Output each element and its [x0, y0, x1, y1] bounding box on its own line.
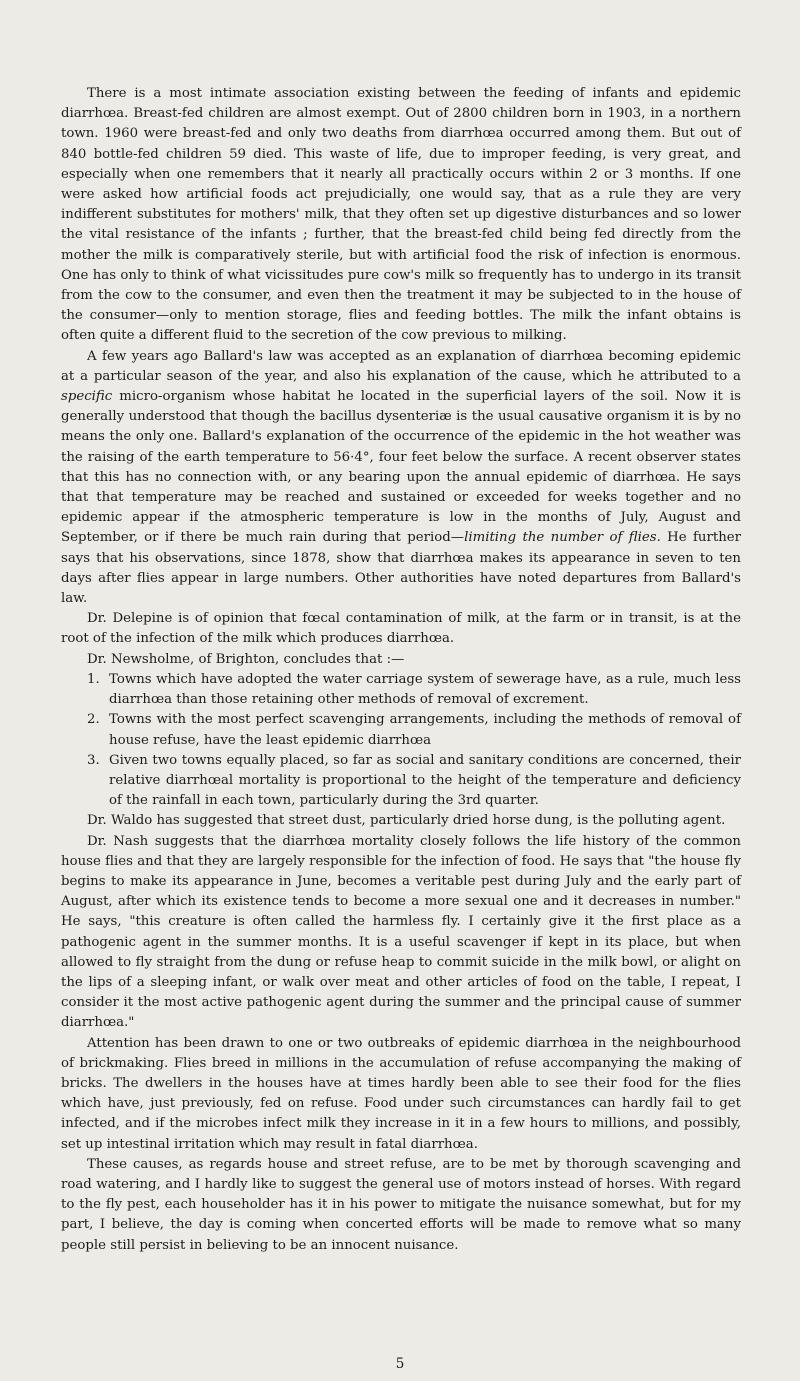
list-item	[61, 670, 741, 710]
list-item-text: Towns which have adopted the water carriage system of sewerage have, as a rule, much less diarrhœa than those retaining other methods of removal of excrement.	[109, 671, 741, 708]
ballard-emphasis-specific: specific	[61, 389, 113, 405]
list-item	[61, 710, 741, 750]
paragraph-delepine: Dr. Delepine is of opinion that fœcal contamination of milk, at the farm or in transit, is at the root of the infection of the milk which produces diarrhœa.	[61, 611, 741, 647]
list-item	[61, 751, 741, 812]
paragraph-ballards-law	[61, 347, 741, 610]
page-number: 5	[395, 1356, 405, 1372]
paragraph-newsholme-intro: Dr. Newsholme, of Brighton, concludes that :—	[87, 651, 405, 667]
paragraph-brickmaking: Attention has been drawn to one or two outbreaks of epidemic diarrhœa in the neighbourhood of brickmaking. Flies breed in millions in the accumulation of refuse accompanying the making of bricks. The dwellers in the houses have at times hardly been able to see their food for the flies which have, just previously, fed on refuse. Food under such circumstances can hardly fail to get infected, and if the microbes infect milk they increase in it in a few hours to millions, and possibly, set up intestinal irritation which may result in fatal diarrhœa.	[61, 1035, 741, 1152]
ballard-text-a: A few years ago Ballard's law was accepted as an explanation of diarrhœa becoming epidemic at a particular season of the year, and also his explanation of the cause, which he attributed to a	[61, 348, 741, 384]
list-item-text: Given two towns equally placed, so far as social and sanitary conditions are concerned, their relative diarrhœal mortality is proportional to the height of the temperature and deficiency of the rainfall in each town, particularly during the 3rd quarter.	[109, 752, 741, 809]
paragraph-nash: Dr. Nash suggests that the diarrhœa mortality closely follows the life history of the common house flies and that they are largely responsible for the infection of food. He says that "the house fly begins to make its appearance in June, becomes a veritable pest during July and the early part of August, after which its existence tends to become a more sexual one and it decreases in number." He says, "this creature is often called the harmless fly. I certainly give it the first place as a pathogenic agent in the summer months. It is a useful scavenger if kept in its place, but when allowed to fly straight from the dung or refuse heap to commit suicide in the milk bowl, or alight on the lips of a sleeping infant, or walk over meat and other articles of food on the table, I repeat, I consider it the most active pathogenic agent during the summer and the principal cause of summer diarrhœa."	[61, 833, 741, 1031]
list-item-number: 2.	[87, 712, 100, 728]
paragraph-infant-feeding: There is a most intimate association existing between the feeding of infants and epidemic diarrhœa. Breast-fed children are almost exempt. Out of 2800 children born in 1903, in a northern town. 1960 were breast-fed and only two deaths from diarrhœa occurred among them. But out of 840 bottle-fed children 59 died. This waste of life, due to improper feeding, is very great, and especially when one remembers that it nearly all practically occurs within 2 or 3 months. If one were asked how artificial foods act prejudicially, one would say, that as a rule they are very indifferent substitutes for mothers' milk, that they often set up digestive disturbances and so lower the vital resistance of the infants ; further, that the breast-fed child being fed directly from the mother the milk is comparatively sterile, but with artificial food the risk of infection is enormous. One has only to think of what vicissitudes pure cow's milk so frequently has to undergo in its transit from the cow to the consumer, and even then the treatment it may be subjected to in the house of the consumer—only to mention storage, flies and feeding bottles. The milk the infant obtains is often quite a different fluid to the secretion of the cow previous to milking.	[61, 86, 741, 344]
ballard-emphasis-flies: limiting the number of flies.	[464, 530, 661, 546]
paragraph-remedies: These causes, as regards house and street refuse, are to be met by thorough scavenging and road watering, and I hardly like to suggest the general use of motors instead of horses. With regard to the fly pest, each householder has it in his power to mitigate the nuisance somewhat, but for my part, I believe, the day is coming when concerted efforts will be made to remove what so many people still persist in believing to be an innocent nuisance.	[61, 1156, 741, 1253]
ballard-text-c: He further says that his observations, since 1878, show that diarrhœa makes its appearance in seven to ten days after flies appear in large numbers. Other authorities have noted departures from Ballard's law.	[61, 530, 741, 607]
list-item-number: 1.	[87, 671, 100, 687]
list-item-text: Towns with the most perfect scavenging arrangements, including the methods of removal of house refuse, have the least epidemic diarrhœa	[109, 712, 741, 748]
paragraph-waldo: Dr. Waldo has suggested that street dust, particularly dried horse dung, is the polluting agent.	[87, 813, 726, 829]
list-item-number: 3.	[87, 752, 100, 768]
document-body	[61, 84, 741, 1256]
ballard-text-b: micro-organism whose habitat he located in the superficial layers of the soil. Now it is generally understood that though the bacillus dysenteriæ is the usual causative organism it is by no means the only one. Ballard's explanation of the occurrence of the epidemic in the hot weather was the raising of the earth temperature to 56·4°, four feet below the surface. A recent observer states that this has no connection with, or any bearing upon the annual epidemic of diarrhœa. He says that that temperature may be reached and sustained or exceeded for weeks together and no epidemic appear if the atmospheric temperature is low in the months of July, August and September, or if there be much rain during that period—	[61, 389, 741, 546]
newsholme-conclusions-list	[61, 670, 741, 811]
